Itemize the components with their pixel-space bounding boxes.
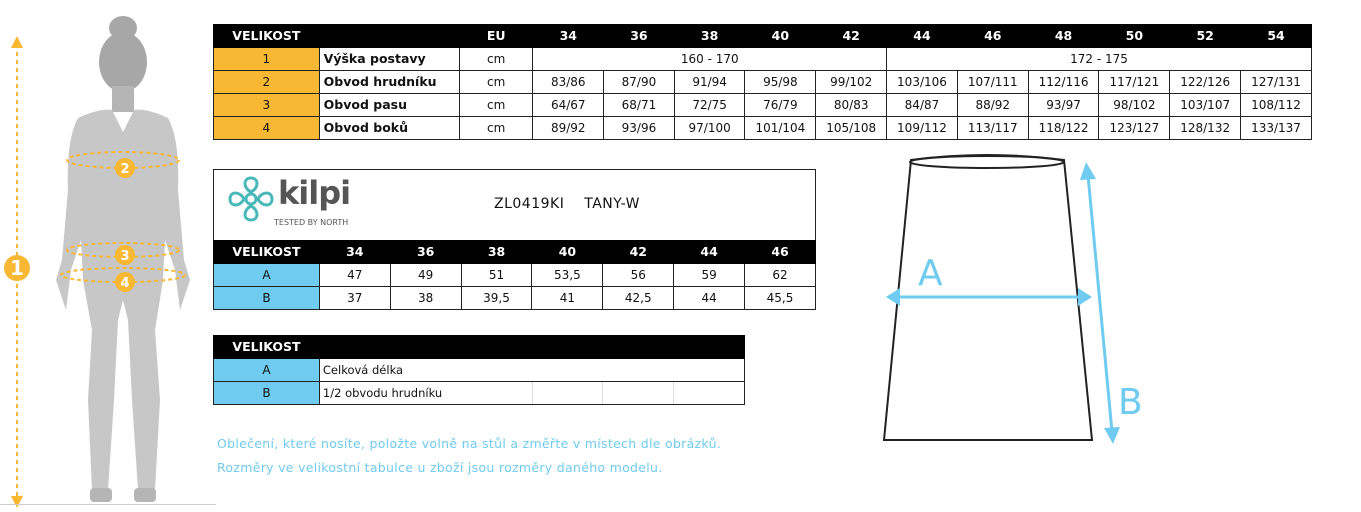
header-cell: 36 (604, 25, 675, 48)
header-cell: 48 (1028, 25, 1099, 48)
model-table-header (214, 241, 816, 264)
figure-label-hips: 4 (120, 276, 130, 291)
table-row (214, 94, 1312, 117)
size-value-cell: 128/132 (1170, 117, 1241, 140)
model-value-cell: 38 (390, 287, 461, 310)
skirt-label-a: A (918, 253, 943, 294)
row-label: A (214, 264, 320, 287)
size-value-cell: 72/75 (674, 94, 745, 117)
legend-table-header (214, 336, 745, 359)
row-label: Obvod boků (319, 117, 459, 140)
header-cell: 36 (390, 241, 461, 264)
model-value-cell: 44 (674, 287, 745, 310)
figure-label-chest: 2 (120, 162, 130, 177)
size-value-cell: 98/102 (1099, 94, 1170, 117)
size-value-cell: 118/122 (1028, 117, 1099, 140)
header-cell: 50 (1099, 25, 1170, 48)
note-line-2: Rozměry ve velikostní tabulce u zboží jsou rozměry daného modelu. (217, 460, 663, 475)
figure-label-height: 1 (10, 256, 24, 280)
size-value-cell: 127/131 (1241, 71, 1312, 94)
table-row (214, 287, 816, 310)
size-value-cell: 101/104 (745, 117, 816, 140)
model-value-cell: 45,5 (745, 287, 816, 310)
row-unit: cm (459, 71, 532, 94)
header-cell: 44 (887, 25, 958, 48)
row-number: 2 (214, 71, 320, 94)
body-figure (0, 0, 210, 512)
header-cell: VELIKOST (214, 25, 320, 48)
size-value-cell: 83/86 (533, 71, 604, 94)
row-label: Obvod hrudníku (319, 71, 459, 94)
product-title (494, 196, 640, 212)
header-cell: EU (459, 25, 532, 48)
header-cell: 40 (745, 25, 816, 48)
size-value-cell: 64/67 (533, 94, 604, 117)
row-label: A (214, 359, 320, 382)
figure-label-waist: 3 (120, 249, 130, 264)
row-number: 4 (214, 117, 320, 140)
size-value-cell: 103/107 (1170, 94, 1241, 117)
size-value-cell: 87/90 (604, 71, 675, 94)
row-label: Obvod pasu (319, 94, 459, 117)
size-value-cell: 89/92 (533, 117, 604, 140)
header-cell: 46 (745, 241, 816, 264)
model-value-cell: 56 (603, 264, 674, 287)
size-value-cell: 112/116 (1028, 71, 1099, 94)
header-cell: 46 (957, 25, 1028, 48)
header-cell: VELIKOST (214, 241, 320, 264)
height-range: 172 - 175 (887, 48, 1312, 71)
model-value-cell: 62 (745, 264, 816, 287)
table-row (214, 117, 1312, 140)
row-unit: cm (459, 48, 532, 71)
table-row (214, 359, 745, 382)
size-value-cell: 117/121 (1099, 71, 1170, 94)
row-number: 1 (214, 48, 320, 71)
note-line-1: Oblečení, které nosíte, položte volně na stůl a změřte v místech dle obrázků. (217, 436, 722, 451)
legend-table (213, 335, 745, 405)
header-cell: 42 (816, 25, 887, 48)
header-cell: 34 (319, 241, 390, 264)
size-value-cell: 84/87 (887, 94, 958, 117)
header-cell: 34 (533, 25, 604, 48)
product-name: TANY-W (584, 196, 640, 212)
size-value-cell: 91/94 (674, 71, 745, 94)
row-unit: cm (459, 94, 532, 117)
model-table (213, 240, 816, 310)
kilpi-logo-icon (226, 174, 276, 224)
size-value-cell: 105/108 (816, 117, 887, 140)
model-value-cell: 37 (319, 287, 390, 310)
table-row (214, 264, 816, 287)
header-cell: 54 (1241, 25, 1312, 48)
size-value-cell: 68/71 (604, 94, 675, 117)
brand-name: kilpi (278, 174, 351, 212)
header-cell: VELIKOST (214, 336, 320, 359)
header-cell: 44 (674, 241, 745, 264)
product-header (213, 169, 816, 240)
header-cell: 40 (532, 241, 603, 264)
baseline-divider (0, 504, 216, 505)
size-value-cell: 113/117 (957, 117, 1028, 140)
model-value-cell: 59 (674, 264, 745, 287)
size-table-header (214, 25, 1312, 48)
row-unit: cm (459, 117, 532, 140)
table-row (214, 382, 745, 405)
size-value-cell: 109/112 (887, 117, 958, 140)
size-value-cell: 123/127 (1099, 117, 1170, 140)
model-value-cell: 47 (319, 264, 390, 287)
model-value-cell: 49 (390, 264, 461, 287)
size-value-cell: 80/83 (816, 94, 887, 117)
row-label: B (214, 287, 320, 310)
size-value-cell: 93/96 (604, 117, 675, 140)
row-description: Celková délka (319, 359, 744, 382)
size-value-cell: 122/126 (1170, 71, 1241, 94)
model-value-cell: 51 (461, 264, 532, 287)
header-cell: 42 (603, 241, 674, 264)
size-value-cell: 93/97 (1028, 94, 1099, 117)
table-row (214, 48, 1312, 71)
size-value-cell: 88/92 (957, 94, 1028, 117)
size-value-cell: 97/100 (674, 117, 745, 140)
model-value-cell: 41 (532, 287, 603, 310)
model-value-cell: 39,5 (461, 287, 532, 310)
header-cell: 52 (1170, 25, 1241, 48)
skirt-diagram (876, 150, 1146, 450)
model-value-cell: 42,5 (603, 287, 674, 310)
table-row (214, 71, 1312, 94)
height-range: 160 - 170 (533, 48, 887, 71)
size-value-cell: 108/112 (1241, 94, 1312, 117)
size-value-cell: 103/106 (887, 71, 958, 94)
size-table (213, 24, 1312, 140)
product-code: ZL0419KI (494, 196, 565, 212)
header-cell: 38 (461, 241, 532, 264)
size-value-cell: 95/98 (745, 71, 816, 94)
size-value-cell: 133/137 (1241, 117, 1312, 140)
header-cell (319, 25, 459, 48)
row-label: B (214, 382, 320, 405)
brand-tagline: TESTED BY NORTH (274, 218, 349, 227)
skirt-label-b: B (1118, 382, 1143, 423)
size-value-cell: 107/111 (957, 71, 1028, 94)
header-cell: 38 (674, 25, 745, 48)
size-value-cell: 99/102 (816, 71, 887, 94)
size-value-cell: 76/79 (745, 94, 816, 117)
model-value-cell: 53,5 (532, 264, 603, 287)
row-label: Výška postavy (319, 48, 459, 71)
row-description: 1/2 obvodu hrudníku (319, 382, 532, 405)
row-number: 3 (214, 94, 320, 117)
